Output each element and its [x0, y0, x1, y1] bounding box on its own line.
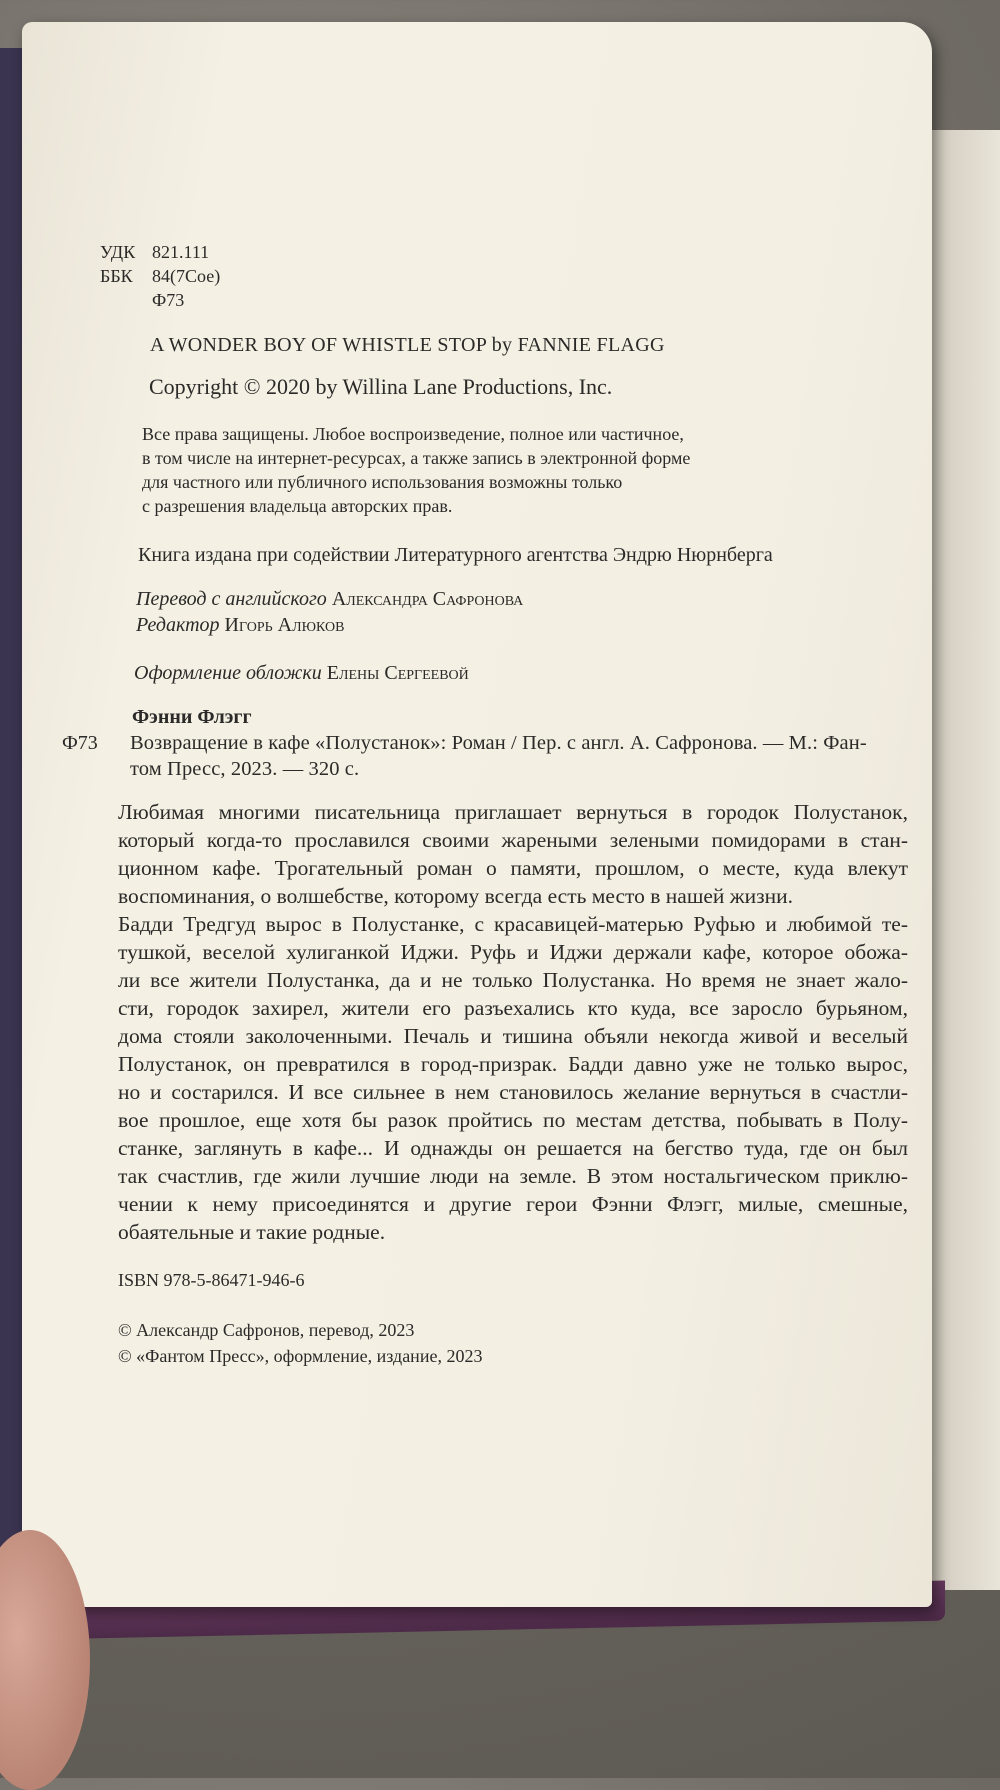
translation-name: Александра Сафронова	[331, 588, 524, 610]
facing-page	[930, 130, 1000, 1590]
cover-credit	[134, 662, 469, 685]
bbk-value: 84(7Сое)	[152, 266, 221, 286]
annotation-line: Бадди Тредгуд вырос в Полустанке, с красавицей-матерью Руфью и любимой те-	[118, 912, 908, 936]
annotation-line: но и состарился. И все сильнее в нем становилось желание вернуться в счастли-	[118, 1080, 908, 1104]
annotation-line: который когда-то прославился своими жареными зелеными помидорами в стан-	[118, 828, 908, 852]
copyright-original: Copyright © 2020 by Willina Lane Productions, Inc.	[149, 374, 613, 399]
author-mark: Ф73	[152, 290, 185, 310]
bibliographic-line: Возвращение в кафе «Полустанок»: Роман / Пер. с англ. А. Сафронова. — М.: Фан-	[130, 732, 867, 754]
annotation-line: сти, городок захирел, жители его разъехались кто куда, все заросло бурьяном,	[118, 996, 908, 1020]
rights-notice-line: с разрешения владельца авторских прав.	[142, 496, 453, 516]
annotation-line: вое прошлое, еще хотя бы разок пройтись по местам детства, побывать в Полу-	[118, 1108, 908, 1132]
annotation-line: ционном кафе. Трогательный роман о памяти, прошлом, о месте, куда влекут	[118, 856, 908, 880]
annotation-line: Любимая многими писательница приглашает вернуться в городок Полустанок,	[118, 800, 908, 824]
original-title: A WONDER BOY OF WHISTLE STOP by FANNIE FLAGG	[150, 334, 665, 356]
bibliographic-mark: Ф73	[62, 732, 98, 754]
bibliographic-line: том Пресс, 2023. — 320 с.	[130, 758, 360, 780]
editor-credit	[136, 614, 344, 637]
annotation-line: станке, заглянуть в кафе... И однажды он решается на бегство туда, где он был	[118, 1136, 908, 1160]
annotation-line: так счастлив, где жили лучшие люди на земле. В этом ностальгическом приклю-	[118, 1164, 908, 1188]
annotation-line: обаятельные и такие родные.	[118, 1220, 386, 1244]
editor-label: Редактор	[136, 614, 220, 636]
translation-credit	[136, 588, 523, 611]
rights-notice-line: в том числе на интернет-ресурсах, а также запись в электронной форме	[142, 448, 691, 468]
annotation-line: дома стояли заколоченными. Печаль и тишина объяли некогда живой и веселый	[118, 1024, 908, 1048]
bibliographic-author: Фэнни Флэгг	[132, 706, 252, 728]
agency-note: Книга издана при содействии Литературного агентства Эндрю Нюрнберга	[138, 544, 773, 566]
bbk-label: ББК	[100, 266, 133, 286]
cover-label: Оформление обложки	[134, 662, 322, 684]
copyright-page	[22, 22, 932, 1607]
rights-notice-line: Все права защищены. Любое воспроизведение, полное или частичное,	[142, 424, 684, 444]
isbn: ISBN 978-5-86471-946-6	[118, 1270, 305, 1290]
copyright-publisher: © «Фантом Пресс», оформление, издание, 2023	[118, 1346, 483, 1366]
annotation-line: воспоминания, о волшебстве, которому всегда есть место в нашей жизни.	[118, 884, 794, 908]
editor-name: Игорь Алюков	[224, 614, 345, 636]
translation-label: Перевод с английского	[136, 588, 327, 610]
rights-notice-line: для частного или публичного использования возможны только	[142, 472, 623, 492]
cover-name: Елены Сергеевой	[326, 662, 469, 684]
udk-value: 821.111	[152, 242, 210, 262]
annotation-line: тушкой, веселой хулиганкой Иджи. Руфь и Иджи держали кафе, которое обожа-	[118, 940, 908, 964]
annotation-line: ли все жители Полустанка, да и не только Полустанка. Но время не знает жало-	[118, 968, 908, 992]
annotation-line: чении к нему присоединятся и другие герои Фэнни Флэгг, милые, смешные,	[118, 1192, 908, 1216]
udk-label: УДК	[100, 242, 136, 262]
annotation-line: Полустанок, он превратился в город-призрак. Бадди давно уже не только вырос,	[118, 1052, 908, 1076]
copyright-translation: © Александр Сафронов, перевод, 2023	[118, 1320, 415, 1340]
